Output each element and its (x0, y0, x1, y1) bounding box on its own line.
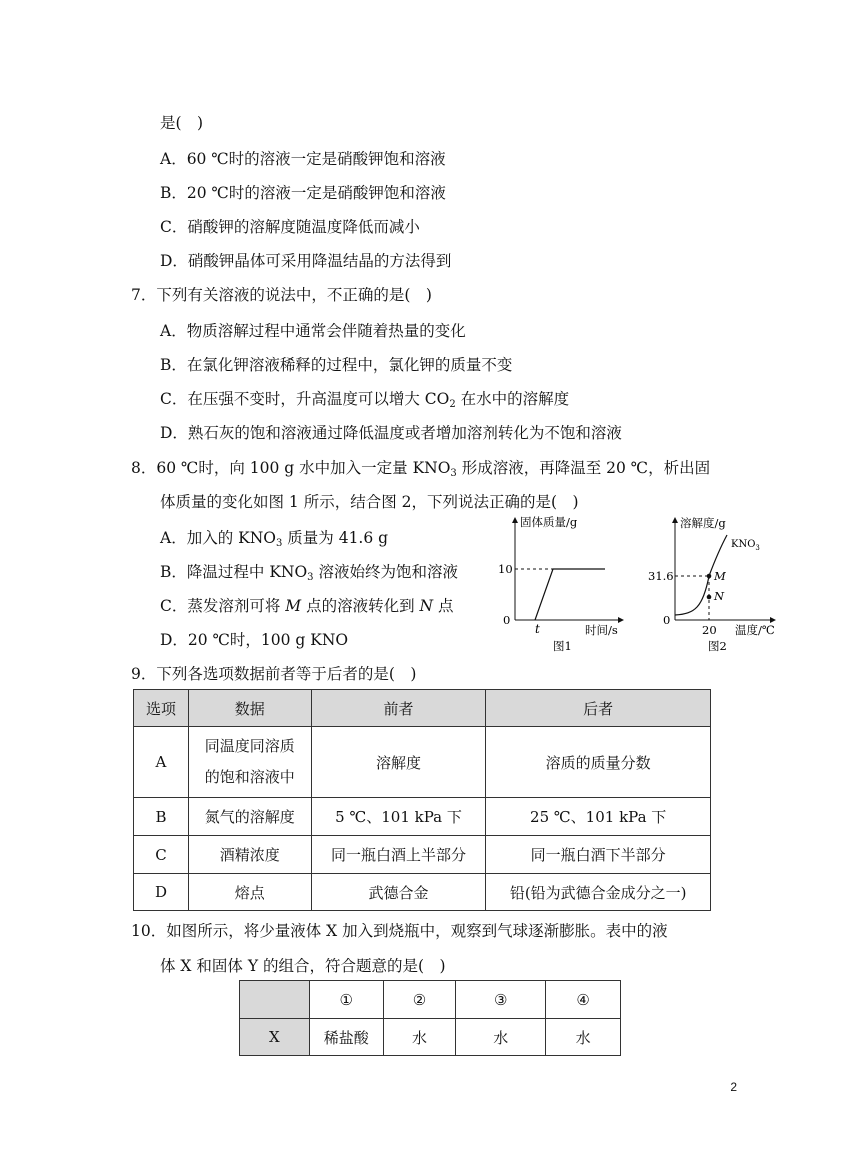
table-cell: 25 ℃、101 kPa 下 (486, 798, 711, 836)
q8-c-post: 点 (433, 597, 454, 615)
q7-option-a: A．物质溶解过程中通常会伴随着热量的变化 (160, 322, 466, 340)
q8-c-mid: 点的溶液转化到 (301, 597, 420, 615)
fig2-series-sub: 3 (755, 544, 760, 552)
q9-header-option: 选项 (134, 690, 189, 727)
fig2-point-n (707, 595, 712, 600)
fig1-curve (535, 569, 605, 620)
q10-header-empty (240, 981, 310, 1019)
q8-c-n: N (419, 597, 434, 615)
q6-option-c: C．硝酸钾的溶解度随温度降低而减小 (160, 218, 420, 236)
table-cell: D (134, 874, 189, 911)
q10-stem-line2: 体 X 和固体 Y 的组合，符合题意的是( ) (160, 957, 446, 975)
q6-tail: 是( ) (160, 114, 204, 132)
fig2-point-m (707, 574, 712, 579)
q8-c-pre: C．蒸发溶剂可将 (160, 597, 286, 615)
table-row (134, 727, 711, 798)
fig2-label-n: N (714, 589, 725, 603)
q9-stem: 9．下列各选项数据前者等于后者的是( ) (131, 665, 417, 683)
fig2-origin: 0 (663, 613, 671, 627)
table-cell: 水 (456, 1019, 546, 1056)
q6-option-d: D．硝酸钾晶体可采用降温结晶的方法得到 (160, 252, 452, 270)
q8-stem1-sub: 3 (450, 468, 457, 479)
q9-row-a-data-line1: 同温度同溶质 (204, 737, 295, 755)
fig2-ytick: 31.6 (648, 569, 674, 583)
q7-option-c-sub: 2 (449, 399, 456, 410)
q7-option-d: D．熟石灰的饱和溶液通过降低温度或者增加溶剂转化为不饱和溶液 (160, 424, 622, 442)
q10-stem-line1: 10．如图所示，将少量液体 X 加入到烧瓶中，观察到气球逐渐膨胀。表中的液 (131, 922, 668, 940)
q8-stem-line1 (131, 456, 710, 479)
q8-a-post: 质量为 41.6 g (282, 529, 389, 547)
fig2-series-label (731, 539, 760, 552)
table-cell: 铅(铅为武德合金成分之一) (486, 874, 711, 911)
table-cell: 同一瓶白酒下半部分 (486, 836, 711, 874)
table-cell: 酒精浓度 (188, 836, 311, 874)
table-cell: 同一瓶白酒上半部分 (311, 836, 486, 874)
q8-stem-line2: 体质量的变化如图 1 所示，结合图 2，下列说法正确的是( ) (160, 493, 579, 511)
q8-c-m: M (285, 597, 302, 615)
table-cell: 熔点 (188, 874, 311, 911)
fig2-label-m: M (714, 569, 726, 583)
figure-1-graph (495, 510, 645, 655)
q10-header-row (240, 981, 621, 1019)
table-row (240, 1019, 621, 1056)
q9-row-a-data-line2: 的饱和溶液中 (204, 768, 295, 786)
q9-header-latter: 后者 (486, 690, 711, 727)
table-cell: B (134, 798, 189, 836)
table-cell: 溶解度 (311, 727, 486, 798)
table-cell: 溶质的质量分数 (486, 727, 711, 798)
page-number: 2 (730, 1080, 737, 1094)
table-cell: 武德合金 (311, 874, 486, 911)
q10-table (239, 980, 621, 1056)
table-cell: A (134, 727, 189, 798)
q8-b-sub: 3 (307, 572, 314, 583)
table-cell: 水 (383, 1019, 456, 1056)
q10-header-3: ③ (456, 981, 546, 1019)
fig1-origin: 0 (503, 613, 511, 627)
fig1-caption: 图1 (553, 639, 572, 653)
q10-row-label: X (240, 1019, 310, 1056)
fig1-ytick: 10 (498, 562, 513, 576)
q9-table (133, 689, 711, 911)
q8-a-pre: A．加入的 KNO (160, 529, 276, 547)
fig2-ylabel: 溶解度/g (680, 516, 726, 530)
q8-stem1-post: 形成溶液，再降温至 20 ℃，析出固 (456, 459, 711, 477)
q8-option-c (160, 594, 454, 616)
fig2-series-text: KNO (731, 539, 756, 550)
q10-header-2: ② (383, 981, 456, 1019)
q8-option-d (160, 628, 493, 650)
table-cell: 稀盐酸 (309, 1019, 383, 1056)
table-row (134, 836, 711, 874)
table-cell (188, 727, 311, 798)
table-cell: 5 ℃、101 kPa 下 (311, 798, 486, 836)
q8-option-a (160, 526, 388, 549)
q8-b-post: 溶液始终为饱和溶液 (313, 563, 458, 581)
table-cell: 氮气的溶解度 (188, 798, 311, 836)
q7-option-b: B．在氯化钾溶液稀释的过程中，氯化钾的质量不变 (160, 356, 513, 374)
fig1-xtick: t (535, 622, 540, 636)
fig2-xtick: 20 (702, 623, 717, 637)
q8-d-text: D．20 ℃时，100 g KNO (160, 631, 349, 649)
q6-option-a: A．60 ℃时的溶液一定是硝酸钾饱和溶液 (160, 150, 446, 168)
q8-a-sub: 3 (275, 538, 283, 549)
q7-stem: 7．下列有关溶液的说法中，不正确的是( ) (131, 286, 432, 304)
q9-header-former: 前者 (311, 690, 486, 727)
q8-stem1-pre: 8．60 ℃时，向 100 g 水中加入一定量 KNO (131, 459, 451, 477)
q10-header-4: ④ (546, 981, 621, 1019)
q9-header-row (134, 690, 711, 727)
table-cell: C (134, 836, 189, 874)
table-row (134, 798, 711, 836)
q7-option-c (160, 387, 569, 410)
q6-option-b: B．20 ℃时的溶液一定是硝酸钾饱和溶液 (160, 184, 446, 202)
q8-option-b (160, 560, 458, 583)
fig1-xlabel: 时间/s (585, 623, 618, 637)
q7-option-c-text2: 在水中的溶解度 (455, 390, 570, 408)
q10-header-1: ① (309, 981, 383, 1019)
figure-2-graph (645, 510, 785, 655)
q8-b-pre: B．降温过程中 KNO (160, 563, 308, 581)
fig2-xlabel: 温度/℃ (735, 623, 775, 637)
q7-option-c-text1: C．在压强不变时，升高温度可以增大 CO (160, 390, 450, 408)
fig2-caption: 图2 (708, 639, 727, 653)
fig1-ylabel: 固体质量/g (520, 515, 578, 529)
table-cell: 水 (546, 1019, 621, 1056)
table-row (134, 874, 711, 911)
q9-header-data: 数据 (188, 690, 311, 727)
